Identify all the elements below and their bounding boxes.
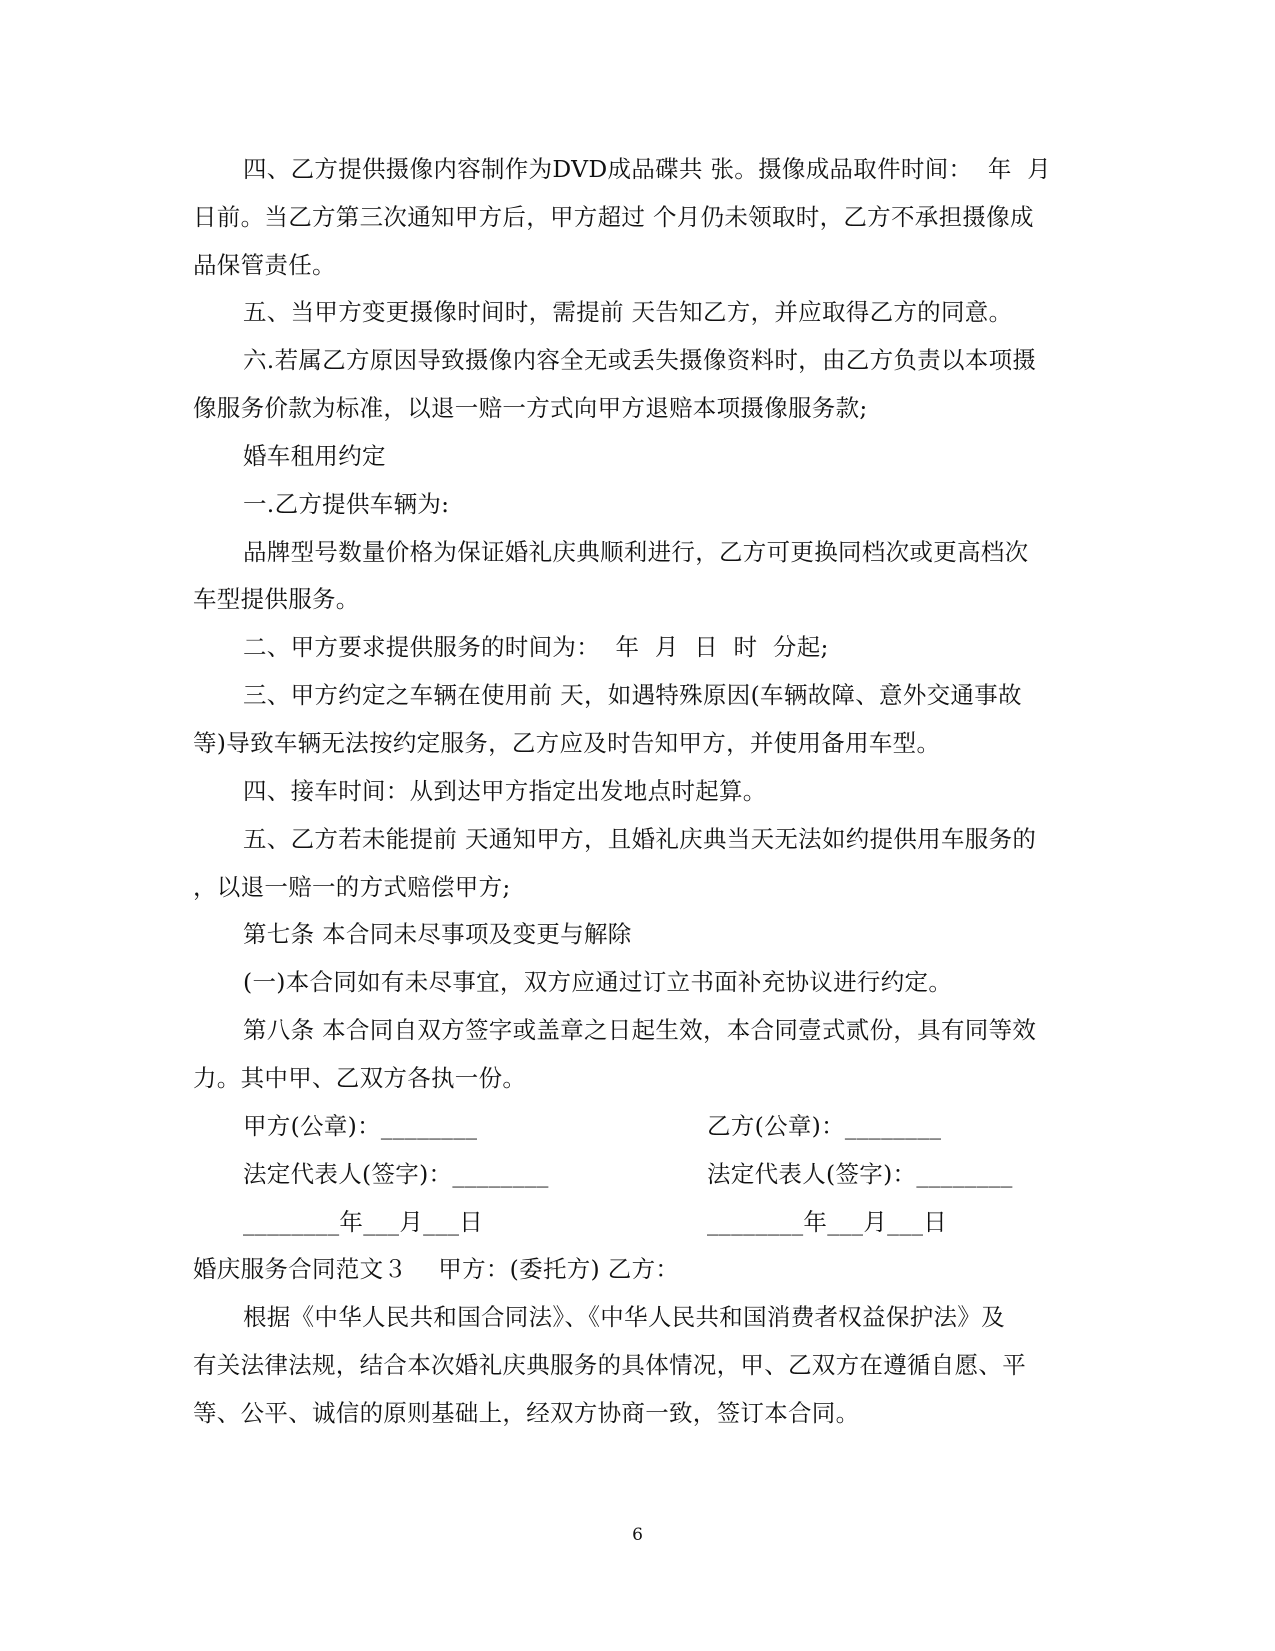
party-b-rep-field: 法定代表人(签字)：________ — [707, 1160, 1013, 1188]
text-line: 二、甲方要求提供服务的时间为： 年 月 日 时 分起; — [243, 633, 829, 661]
text-line: 五、当甲方变更摄像时间时，需提前 天告知乙方，并应取得乙方的同意。 — [243, 298, 1013, 326]
text-line: 四、接车时间：从到达甲方指定出发地点时起算。 — [243, 777, 767, 805]
text-line: 五、乙方若未能提前 天通知甲方，且婚礼庆典当天无法如约提供用车服务的 — [243, 825, 1037, 853]
text-line: 六.若属乙方原因导致摄像内容全无或丢失摄像资料时，由乙方负责以本项摄 — [243, 346, 1037, 374]
section-heading: 婚车租用约定 — [243, 442, 386, 470]
text-line: 日前。当乙方第三次通知甲方后，甲方超过 个月仍未领取时，乙方不承担摄像成 — [193, 203, 1034, 231]
text-line: 三、甲方约定之车辆在使用前 天，如遇特殊原因(车辆故障、意外交通事故 — [243, 681, 1022, 709]
text-line: 一.乙方提供车辆为: — [243, 490, 450, 518]
text-line: ，以退一赔一的方式赔偿甲方; — [193, 873, 511, 901]
article-heading: 第八条 本合同自双方签字或盖章之日起生效，本合同壹式贰份，具有同等效 — [243, 1016, 1037, 1044]
party-b-seal-field: 乙方(公章)：________ — [707, 1112, 942, 1140]
text-line: 根据《中华人民共和国合同法》、《中华人民共和国消费者权益保护法》及 — [243, 1303, 1005, 1331]
text-line: 像服务价款为标准，以退一赔一方式向甲方退赔本项摄像服务款; — [193, 394, 868, 422]
text-line: 四、乙方提供摄像内容制作为DVD成品碟共 张。摄像成品取件时间： 年 月 — [243, 155, 1051, 183]
text-line: 车型提供服务。 — [193, 585, 360, 613]
party-a-seal-field: 甲方(公章)：________ — [243, 1112, 478, 1140]
party-a-date-field: ________年___月___日 — [243, 1208, 484, 1236]
text-line: 等、公平、诚信的原则基础上，经双方协商一致，签订本合同。 — [193, 1399, 860, 1427]
text-line: 品牌型号数量价格为保证婚礼庆典顺利进行，乙方可更换同档次或更高档次 — [243, 538, 1029, 566]
contract-title: 婚庆服务合同范文３ 甲方：(委托方) 乙方： — [193, 1255, 680, 1283]
page-number: 6 — [632, 1525, 643, 1545]
party-a-rep-field: 法定代表人(签字)：________ — [243, 1160, 549, 1188]
text-line: (一)本合同如有未尽事宜，双方应通过订立书面补充协议进行约定。 — [243, 968, 953, 996]
text-line: 有关法律法规，结合本次婚礼庆典服务的具体情况，甲、乙双方在遵循自愿、平 — [193, 1351, 1026, 1379]
article-heading: 第七条 本合同未尽事项及变更与解除 — [243, 920, 632, 948]
party-b-date-field: ________年___月___日 — [707, 1208, 948, 1236]
text-line: 力。其中甲、乙双方各执一份。 — [193, 1064, 527, 1092]
text-line: 品保管责任。 — [193, 251, 336, 279]
text-line: 等)导致车辆无法按约定服务，乙方应及时告知甲方，并使用备用车型。 — [193, 729, 941, 757]
